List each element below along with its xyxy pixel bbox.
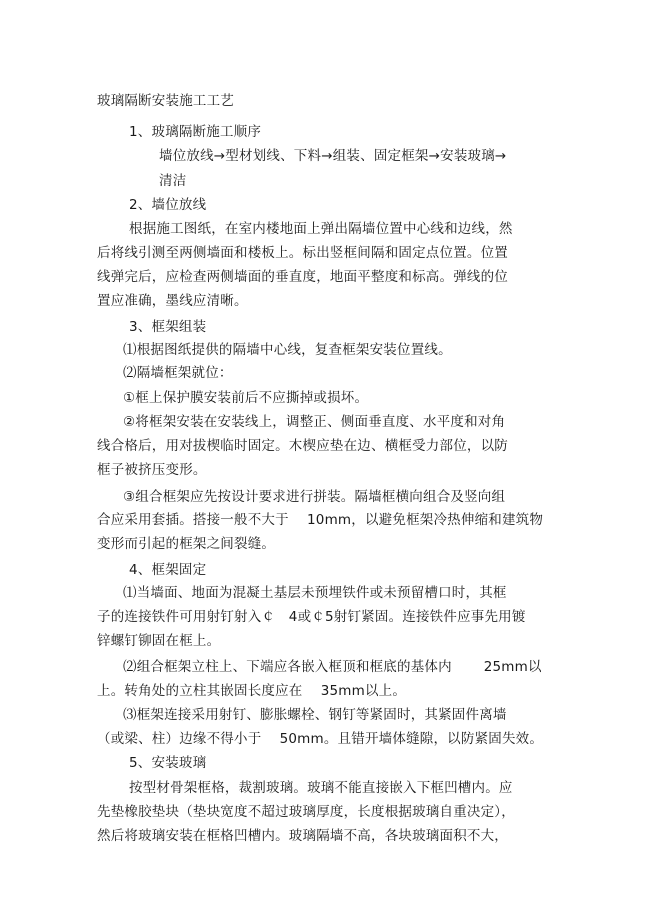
paragraph-line: 先垫橡胶垫块（垫块宽度不超过玻璃厚度，长度根据玻璃自重决定）， <box>97 804 515 820</box>
section-heading: 3、框架组装 <box>129 319 207 335</box>
section-heading: 4、框架固定 <box>129 562 207 578</box>
paragraph-line: （或梁、柱）边缘不得小于 50mm。且错开墙体缝隙，以防紧固失效。 <box>97 731 544 747</box>
section-heading: 1、玻璃隔断施工顺序 <box>129 124 262 140</box>
paragraph-line: 变形而引起的框架之间裂缝。 <box>97 536 276 552</box>
paragraph-line: 线弹完后，应检查两侧墙面的垂直度，地面平整度和标高。弹线的位 <box>97 269 508 285</box>
paragraph-line: 清洁 <box>159 173 187 189</box>
paragraph-line: 上。转角处的立柱其嵌固长度应在 35mm以上。 <box>97 683 407 699</box>
paragraph-line: 置应准确，墨线应清晰。 <box>97 293 248 309</box>
paragraph-line: ⑶框架连接采用射钉、膨胀螺栓、钢钉等紧固时，其紧固件离墙 <box>123 707 507 723</box>
paragraph-line: 然后将玻璃安装在框格凹槽内。玻璃隔墙不高，各块玻璃面积不大， <box>97 828 508 844</box>
section-heading: 5、安装玻璃 <box>129 755 207 771</box>
paragraph-line: ⑵隔墙框架就位： <box>123 365 233 381</box>
paragraph-line: ⑴当墙面、地面为混凝土基层未预埋铁件或未预留槽口时，其框 <box>123 585 507 601</box>
paragraph-line: ⑴根据图纸提供的隔墙中心线，复查框架安装位置线。 <box>123 342 452 358</box>
paragraph-line: 按型材骨架框格，裁割玻璃。玻璃不能直接嵌入下框凹槽内。应 <box>129 780 513 796</box>
paragraph-line: 线合格后，用对拔楔临时固定。木楔应垫在边、横框受力部位，以防 <box>97 438 508 454</box>
section-heading: 2、墙位放线 <box>129 197 207 213</box>
paragraph-line: 框子被挤压变形。 <box>97 462 207 478</box>
paragraph-line: 后将线引测至两侧墙面和楼板上。标出竖框间隔和固定点位置。位置 <box>97 245 508 261</box>
paragraph-line: ②将框架安装在安装线上，调整正、侧面垂直度、水平度和对角 <box>123 414 506 430</box>
paragraph-line: 子的连接铁件可用射钉射入￠ 4或￠5射钉紧固。连接铁件应事先用镀 <box>97 609 526 625</box>
paragraph-line: ③组合框架应先按设计要求进行拼装。隔墙框横向组合及竖向组 <box>123 489 506 505</box>
paragraph-line: ①框上保护膜安装前后不应撕掉或损坏。 <box>123 390 369 406</box>
paragraph-line: ⑵组合框架立柱上、下端应各嵌入框顶和框底的基体内 25mm以 <box>123 659 542 675</box>
paragraph-line: 合应采用套插。搭接一般不大于 10mm，以避免框架冷热伸缩和建筑物 <box>97 512 544 528</box>
document-title: 玻璃隔断安装施工工艺 <box>97 93 234 109</box>
paragraph-line: 墙位放线→型材划线、下料→组装、固定框架→安装玻璃→ <box>159 148 507 164</box>
paragraph-line: 根据施工图纸，在室内楼地面上弹出隔墙位置中心线和边线，然 <box>129 221 513 237</box>
paragraph-line: 锌螺钉铆固在框上。 <box>97 633 221 649</box>
